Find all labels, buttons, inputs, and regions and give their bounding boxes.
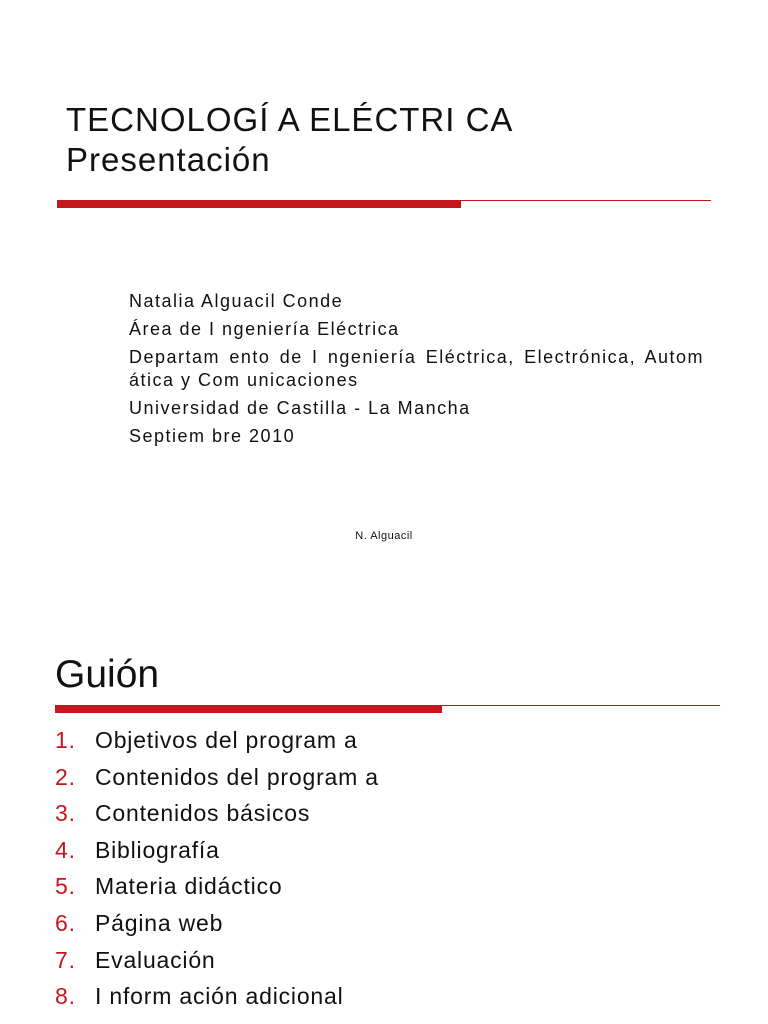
- list-item-number: 4.: [55, 836, 76, 863]
- list-item-text: Bibliografía: [95, 836, 220, 863]
- list-item: [55, 763, 379, 800]
- outline-title: Guión: [55, 653, 160, 696]
- list-item: [55, 836, 379, 873]
- list-item-text: Objetivos del program a: [95, 727, 358, 753]
- slide-title-line-1: TECNOLOGÍ A ELÉCTRI CA: [66, 101, 514, 138]
- title-rule-thin: [461, 200, 711, 201]
- list-item-number: 8.: [55, 983, 76, 1010]
- outline-list: [55, 726, 379, 1019]
- author-area: Área de I ngeniería Eléctrica: [129, 319, 400, 339]
- list-item-number: 1.: [55, 727, 76, 753]
- presentation-date: Septiem bre 2010: [129, 426, 296, 446]
- list-item-text: Contenidos del program a: [95, 763, 379, 790]
- list-item-number: 5.: [55, 873, 76, 900]
- list-item-number: 6.: [55, 909, 76, 936]
- list-item: [55, 872, 379, 909]
- list-item-number: 2.: [55, 763, 76, 790]
- list-item: [55, 799, 379, 836]
- list-item: [55, 909, 379, 946]
- author-department: Departam ento de I ngeniería Eléctrica, Electrónica, Autom ática y Com unicaciones: [129, 347, 704, 390]
- list-item: [55, 982, 379, 1019]
- author-university: Universidad de Castilla - La Mancha: [129, 398, 471, 418]
- list-item-text: Página web: [95, 909, 224, 936]
- list-item-number: 3.: [55, 800, 76, 827]
- author-name: Natalia Alguacil Conde: [129, 291, 344, 311]
- list-item-text: Materia didáctico: [95, 873, 283, 900]
- list-item-text: Evaluación: [95, 946, 216, 973]
- list-item-text: Contenidos básicos: [95, 800, 311, 827]
- slide-title: [66, 100, 513, 180]
- list-item-text: I nform ación adicional: [95, 983, 344, 1010]
- slide-title-line-2: Presentación: [66, 141, 271, 178]
- outline-rule-thick: [55, 705, 442, 713]
- outline-slide: [0, 600, 768, 1024]
- author-info: [129, 290, 704, 453]
- list-item-number: 7.: [55, 946, 76, 973]
- outline-rule-thin: [442, 705, 720, 706]
- list-item: [55, 946, 379, 983]
- list-item: [55, 726, 379, 763]
- slide-footer: N. Alguacil: [355, 530, 413, 542]
- title-rule-thick: [57, 200, 461, 208]
